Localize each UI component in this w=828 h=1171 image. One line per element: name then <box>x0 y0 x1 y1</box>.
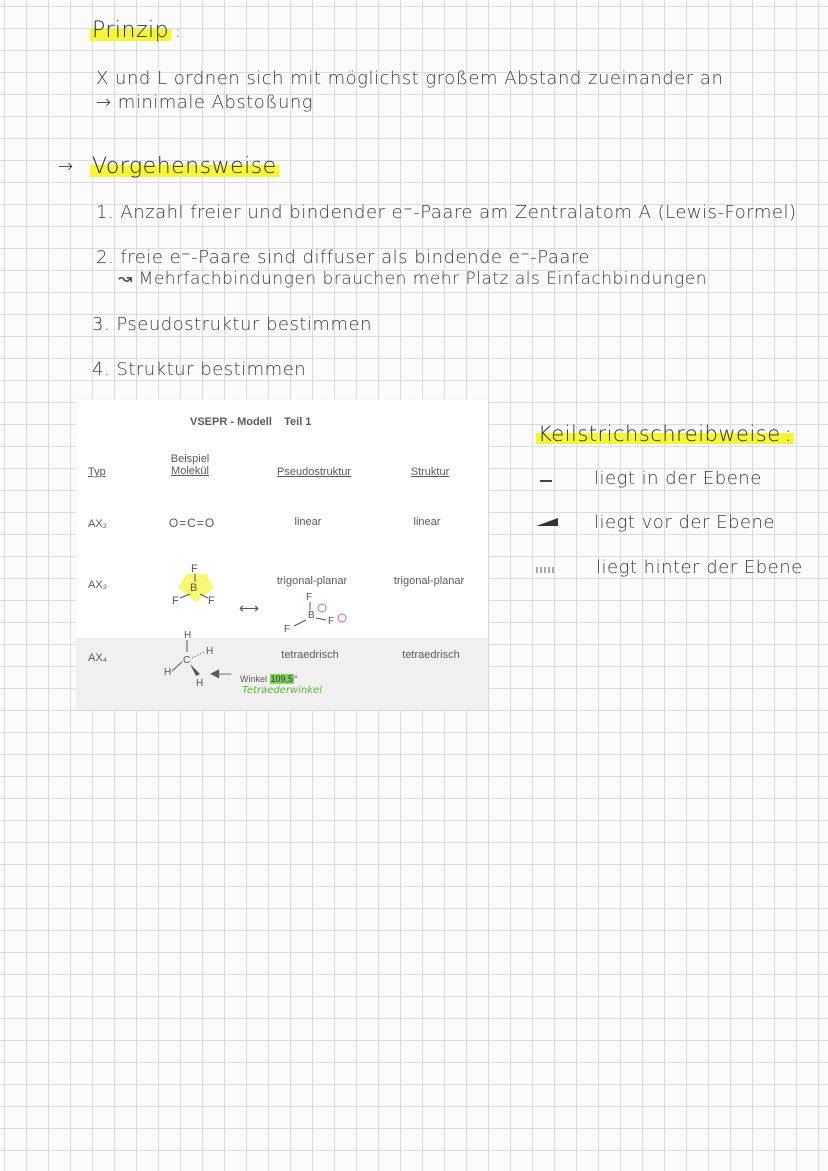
line-symbol-icon <box>540 480 552 482</box>
ch4-molecule <box>160 628 230 692</box>
svg-text:F: F <box>328 616 335 627</box>
step-1: 1. Anzahl freier und bindender e⁻-Paare am Zentralatom A (Lewis-Formel) <box>96 202 797 223</box>
header-typ: Typ <box>88 466 106 478</box>
bf3-lewis-structure <box>162 558 232 612</box>
svg-text:H: H <box>164 667 172 678</box>
row-pseudostruktur: linear <box>294 516 322 528</box>
wedge-symbol-icon <box>534 516 560 528</box>
co2-molecule: O=C=O <box>168 516 216 530</box>
step-2-sub: ↝ Mehrfachbindungen brauchen mehr Platz als Einfachbindungen <box>118 269 708 289</box>
vorgehen-arrow: → <box>58 156 74 177</box>
svg-text:H: H <box>196 678 204 689</box>
keilstrich-heading: Keilstrichschreibweise : <box>538 422 793 446</box>
legend-vor-ebene: liegt vor der Ebene <box>594 512 775 533</box>
svg-text:B: B <box>190 582 198 594</box>
row-typ: AX₂ <box>88 518 107 530</box>
winkel-label: Winkel 109,5° <box>240 674 298 684</box>
svg-text:C: C <box>183 655 191 666</box>
vsepr-table <box>76 400 488 710</box>
prinzip-line-2: → minimale Abstoßung <box>96 92 314 113</box>
row-pseudostruktur: trigonal-planar <box>276 575 348 587</box>
svg-text:F: F <box>208 595 215 607</box>
prinzip-heading: Prinzip : <box>92 18 181 43</box>
header-beispiel-2: Molekül <box>171 465 209 477</box>
hash-symbol-icon <box>536 566 556 574</box>
resonance-arrow-icon: ⟷ <box>239 600 260 616</box>
row-struktur: trigonal-planar <box>393 575 465 587</box>
svg-text:H: H <box>184 630 192 641</box>
header-pseudostruktur: Pseudostruktur <box>277 466 351 478</box>
legend-in-ebene: liegt in der Ebene <box>594 468 762 489</box>
step-4: 4. Struktur bestimmen <box>92 359 307 380</box>
row-typ: AX₄ <box>88 652 108 664</box>
step-3: 3. Pseudostruktur bestimmen <box>92 314 372 335</box>
header-struktur: Struktur <box>410 466 450 478</box>
svg-text:F: F <box>306 592 313 603</box>
row-struktur: linear <box>413 516 441 528</box>
step-2: 2. freie e⁻-Paare sind diffuser als bindende e⁻-Paare <box>96 247 590 268</box>
svg-text:H: H <box>206 646 214 657</box>
svg-text:F: F <box>284 624 291 635</box>
bf3-resonance-structure <box>272 588 352 638</box>
row-struktur: tetraedrisch <box>402 649 460 661</box>
legend-hinter-ebene: liegt hinter der Ebene <box>596 557 803 578</box>
svg-text:F: F <box>172 595 179 607</box>
vorgehen-heading: Vorgehensweise <box>92 154 277 179</box>
header-beispiel-1: Beispiel <box>170 453 210 465</box>
row-typ: AX₃ <box>88 579 108 591</box>
row-pseudostruktur: tetraedrisch <box>281 649 339 661</box>
tetraederwinkel-note: Tetraederwinkel <box>242 685 322 696</box>
svg-text:B: B <box>308 610 315 621</box>
svg-text:F: F <box>191 563 198 575</box>
winkel-arrow-icon: ◀— <box>210 666 232 680</box>
table-title: VSEPR - Modell Teil 1 <box>190 416 312 428</box>
prinzip-line-1: X und L ordnen sich mit möglichst großem Abstand zueinander an <box>96 68 724 89</box>
